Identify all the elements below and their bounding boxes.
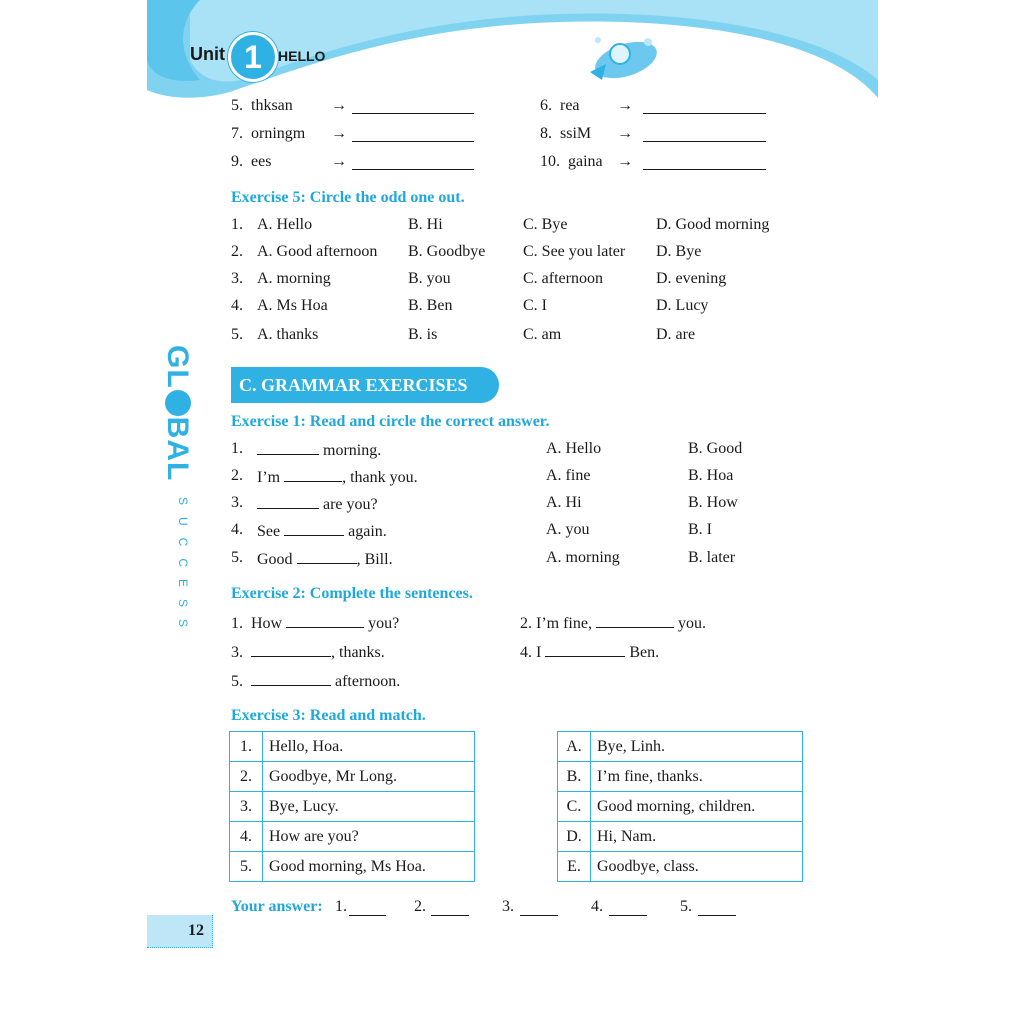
globe-icon: [165, 390, 191, 416]
unit-title: HELLO: [278, 48, 326, 64]
arrow-icon: →: [617, 153, 633, 170]
grammar-exercise-2-title: Exercise 2: Complete the sentences.: [231, 585, 473, 602]
gex1-row-5: 5. Good , Bill. A. morning B. later: [231, 549, 736, 568]
arrow-icon: →: [331, 153, 347, 170]
table-row: B. I’m fine, thanks.: [558, 762, 803, 792]
gex2-item-4: 4. I Ben.: [520, 644, 660, 661]
unit-label: Unit: [190, 44, 225, 64]
ex5-row-5: 5. A. thanks B. is C. am D. are: [231, 326, 696, 343]
table-row: D. Hi, Nam.: [558, 822, 803, 852]
section-c-heading: C. GRAMMAR EXERCISES: [231, 367, 499, 403]
global-success-brand: GLBAL SUCCESS: [161, 345, 194, 640]
ex5-row-3: 3. A. morning B. you C. afternoon D. evening: [231, 270, 727, 287]
answer-blank[interactable]: [352, 127, 474, 142]
word-row-5: 5. thksan: [231, 97, 293, 114]
answer-blank[interactable]: [352, 155, 474, 170]
grammar-exercise-1-title: Exercise 1: Read and circle the correct answer.: [231, 413, 550, 430]
arrow-icon: →: [331, 125, 347, 142]
word-row-8: 8. ssiM: [540, 125, 592, 142]
match-table-left: [229, 731, 475, 882]
answer-blank[interactable]: [349, 901, 386, 916]
answer-line: Your answer: 1. 2. 3. 4. 5.: [231, 898, 323, 916]
table-row: 3. Bye, Lucy.: [230, 792, 475, 822]
gex1-row-3: 3. are you? A. Hi B. How: [231, 494, 738, 513]
word-row-7: 7. orningm: [231, 125, 306, 142]
table-row: 2. Goodbye, Mr Long.: [230, 762, 475, 792]
answer-blank[interactable]: [698, 901, 736, 916]
table-row: 1. Hello, Hoa.: [230, 732, 475, 762]
table-row: 5. Good morning, Ms Hoa.: [230, 852, 475, 882]
answer-blank[interactable]: [352, 99, 474, 114]
gex1-row-1: 1. morning. A. Hello B. Good: [231, 440, 743, 459]
gex1-row-2: 2. I’m , thank you. A. fine B. Hoa: [231, 467, 734, 486]
arrow-icon: →: [617, 97, 633, 114]
answer-blank[interactable]: [643, 99, 766, 114]
unit-number: 1: [244, 39, 262, 75]
table-row: 4. How are you?: [230, 822, 475, 852]
ex5-row-4: 4. A. Ms Hoa B. Ben C. I D. Lucy: [231, 297, 709, 314]
gex1-row-4: 4. See again. A. you B. I: [231, 521, 712, 540]
grammar-exercise-3-title: Exercise 3: Read and match.: [231, 707, 426, 724]
arrow-icon: →: [617, 125, 633, 142]
word-row-9: 9. ees: [231, 153, 272, 170]
word-row-6: 6. rea: [540, 97, 580, 114]
gex2-item-1: 1. How you?: [231, 615, 400, 632]
table-row: A. Bye, Linh.: [558, 732, 803, 762]
ex5-row-2: 2. A. Good afternoon B. Goodbye C. See you later D. Bye: [231, 243, 702, 260]
answer-blank[interactable]: [643, 155, 766, 170]
unit-number-badge: [228, 32, 278, 82]
arrow-icon: →: [331, 97, 347, 114]
word-row-10: 10. gaina: [540, 153, 603, 170]
gex2-item-2: 2. I’m fine, you.: [520, 615, 706, 632]
gex2-item-5: 5. afternoon.: [231, 673, 401, 690]
answer-blank[interactable]: [609, 901, 647, 916]
header-banner: [0, 0, 1024, 110]
your-answer-label: Your answer:: [231, 898, 323, 915]
gex2-item-3: 3. , thanks.: [231, 644, 385, 661]
answer-blank[interactable]: [520, 901, 558, 916]
page-number: 12: [147, 915, 213, 948]
answer-blank[interactable]: [431, 901, 469, 916]
answer-blank[interactable]: [643, 127, 766, 142]
table-row: E. Goodbye, class.: [558, 852, 803, 882]
rocket-illustration: [578, 20, 668, 90]
ex5-row-1: 1. A. Hello B. Hi C. Bye D. Good morning: [231, 216, 770, 233]
table-row: C. Good morning, children.: [558, 792, 803, 822]
exercise-5-title: Exercise 5: Circle the odd one out.: [231, 189, 465, 206]
match-table-right: [557, 731, 803, 882]
